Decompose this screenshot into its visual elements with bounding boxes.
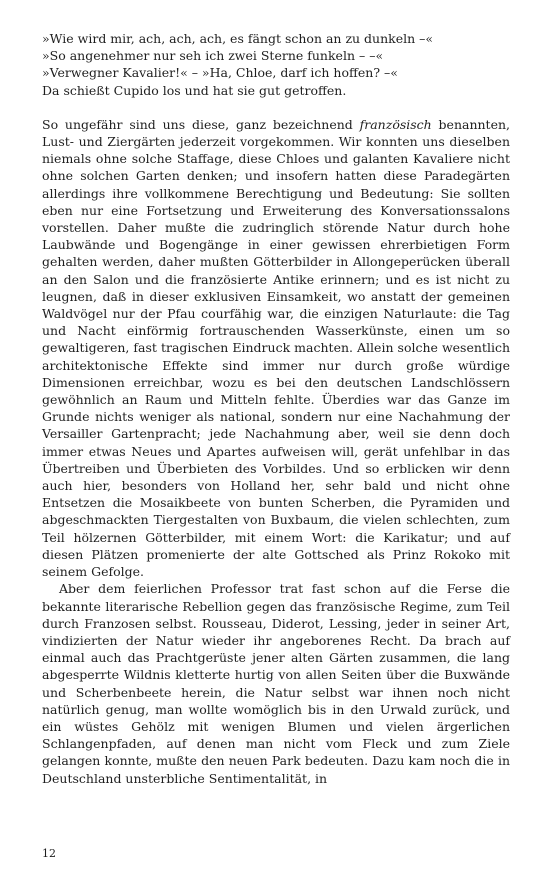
paragraph-1-rest: benannten, Lust- und Ziergärten jederzeit vorgekommen. Wir konnten uns dieselben niemals ohne solche Staffage, diese Chloes und galanten Kavaliere nicht ohne solchen Garten denken; und insofern hatten diese Paradegärten allerdings ihre vollkommene Berechtigung und Bedeutung: Sie sollten eben nur eine Fortsetzung und Erweiterung des Konversationssalons vorstellen. Daher mußte die zudringlich störende Natur durch hohe Laubwände und Bogengänge in einer gewissen ehrerbietigen Form gehalten werden, daher mußten Götterbilder in Allongeperücken überall an den Salon und die französierte Antike erinnern; und es ist nicht zu leugnen, daß in dieser exklusiven Einsamkeit, wo anstatt der gemeinen Waldvögel nur der Pfau courfähig war, die einzigen Naturlaute: die Tag und Nacht einförmig fortrauschenden Wasserkünste, einen um so gewaltigeren, fast tragischen Eindruck machten. Allein solche wesentlich architektonische Effekte sind immer nur durch große würdige Dimensionen erreichbar, wozu es bei den deutschen Landschlössern gewöhnlich an Raum und Mitteln fehlte. Überdies war das Ganze im Grunde nichts weniger als national, sondern nur eine Nachahmung der Versailler Gartenpracht; jede Nachahmung aber, weil sie denn doch immer etwas Neues und Apartes aufweisen will, gerät unfehlbar in das Übertreiben und Überbieten des Vorbildes. Und so erblicken wir denn auch hier, besonders von Holland her, sehr bald und nicht ohne Entsetzen die Mosaikbeete von bunten Scherben, die Pyramiden und abgeschmackten Tiergestalten von Buxbaum, die vielen schlechten, zum Teil hölzernen Götterbilder, mit einem Wort: die Karikatur; und auf diesen Plätzen promenierte der alte Gottsched als Prinz Rokoko mit seinem Gefolge. [42,116,511,580]
paragraph-1-emphasis: französisch [359,116,432,132]
verse-line-1: »Wie wird mir, ach, ach, ach, es fängt schon an zu dunkeln –« [42,31,434,46]
verse-block [42,30,510,99]
verse-line-4: Da schießt Cupido los und hat sie gut getroffen. [42,82,347,98]
paragraph-1-lead: So ungefähr sind uns diese, ganz bezeichnend [42,116,360,132]
verse-line-2: »So angenehmer nur seh ich zwei Sterne funkeln – –« [42,48,384,64]
page-number: 12 [42,847,56,860]
paragraph-2: Aber dem feierlichen Professor trat fast schon auf die Ferse die bekannte literarische Rebellion gegen das französische Regime, zum Teil durch Franzosen selbst. Rousseau, Diderot, Lessing, jeder in seiner Art, vindizierten der Natur wieder ihr angeborenes Recht. Da brach auf einmal auch das Prachtgerüste jener alten Gärten zusammen, die lang abgesperrte Wildnis kletterte hurtig von allen Seiten über die Buxwände und Scherbenbeete herein, die Natur selbst war ihnen noch nicht natürlich genug, man wollte womöglich bis in den Urwald zurück, und ein wüstes Gehölz mit wenigen Blumen und vielen ärgerlichen Schlangenpfaden, auf denen man nicht vom Fleck und zum Ziele gelangen konnte, mußte den neuen Park bedeuten. Dazu kam noch die in Deutschland unsterbliche Sentimentalität, in [42,581,510,786]
paragraph-1 [42,116,510,580]
verse-line-3: »Verwegner Kavalier!« – »Ha, Chloe, darf ich hoffen? –« [42,65,398,81]
page-body [42,30,510,787]
